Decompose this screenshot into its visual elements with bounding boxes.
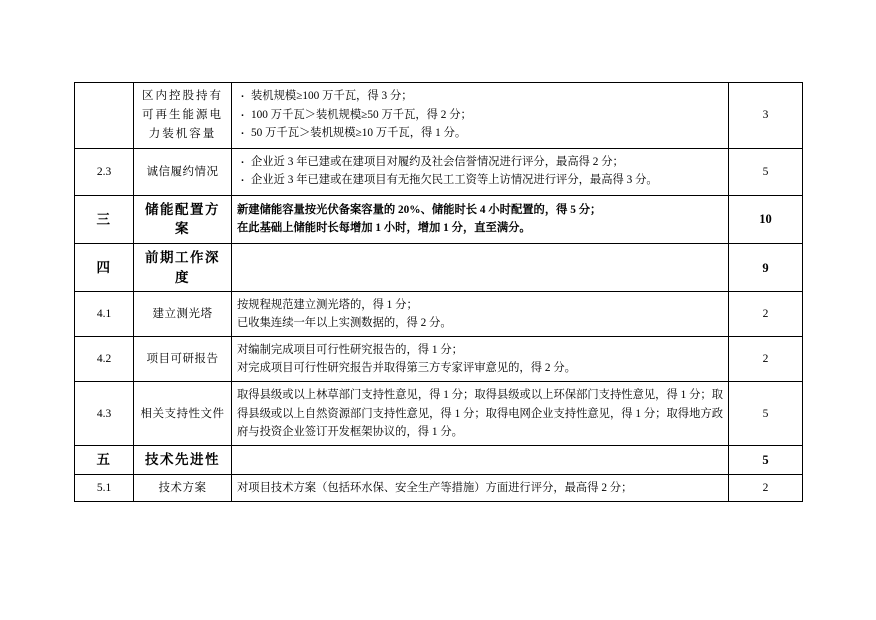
row-criteria <box>232 382 729 446</box>
row-score: 9 <box>729 244 803 292</box>
scoring-criteria-table <box>74 82 803 502</box>
row-score: 2 <box>729 292 803 337</box>
criteria-text-block <box>237 341 723 377</box>
criteria-bullet-item: · 装机规模≥100 万千瓦，得 3 分； <box>237 88 723 106</box>
table-row <box>75 292 803 337</box>
row-item-name: 建立测光塔 <box>134 292 232 337</box>
row-item-name: 前期工作深度 <box>134 244 232 292</box>
criteria-line: 已收集连续一年以上实测数据的，得 2 分。 <box>237 317 452 330</box>
criteria-text-block <box>237 201 723 237</box>
criteria-line: 按规程规范建立测光塔的，得 1 分； <box>237 299 418 312</box>
row-score: 5 <box>729 148 803 195</box>
row-item-name: 技术方案 <box>134 474 232 501</box>
row-number: 四 <box>75 244 134 292</box>
row-score: 2 <box>729 474 803 501</box>
criteria-bullet-list <box>237 88 723 143</box>
table-row <box>75 474 803 501</box>
criteria-text-block <box>237 296 723 332</box>
row-item-name: 相关支持性文件 <box>134 382 232 446</box>
row-item-name: 区内控股持有可再生能源电力装机容量 <box>134 83 232 149</box>
row-score: 2 <box>729 337 803 382</box>
row-item-name: 项目可研报告 <box>134 337 232 382</box>
criteria-line: 新建储能容量按光伏备案容量的 20%、储能时长 4 小时配置的，得 5 分； <box>237 204 602 217</box>
criteria-text-block <box>237 386 723 441</box>
row-criteria <box>232 83 729 149</box>
criteria-bullet-item: · 企业近 3 年已建或在建项目有无拖欠民工工资等上访情况进行评分，最高得 3 分。 <box>237 172 723 190</box>
criteria-bullet-list <box>237 154 723 190</box>
row-number: 5.1 <box>75 474 134 501</box>
row-item-name: 技术先进性 <box>134 446 232 475</box>
row-criteria <box>232 446 729 475</box>
table-row <box>75 244 803 292</box>
table-row <box>75 83 803 149</box>
row-number: 三 <box>75 195 134 243</box>
criteria-line: 对编制完成项目可行性研究报告的，得 1 分； <box>237 344 463 357</box>
row-score: 10 <box>729 195 803 243</box>
table-row <box>75 337 803 382</box>
table-row <box>75 195 803 243</box>
row-criteria <box>232 148 729 195</box>
table-body <box>75 83 803 502</box>
row-number: 4.2 <box>75 337 134 382</box>
criteria-text-block <box>237 479 723 497</box>
row-criteria <box>232 244 729 292</box>
criteria-line: 对项目技术方案（包括环水保、安全生产等措施）方面进行评分，最高得 2 分； <box>237 481 633 494</box>
row-score: 3 <box>729 83 803 149</box>
criteria-line: 对完成项目可行性研究报告并取得第三方专家评审意见的，得 2 分。 <box>237 362 576 375</box>
row-score: 5 <box>729 382 803 446</box>
row-item-name: 诚信履约情况 <box>134 148 232 195</box>
row-number: 五 <box>75 446 134 475</box>
row-criteria <box>232 195 729 243</box>
criteria-line: 在此基础上储能时长每增加 1 小时，增加 1 分，直至满分。 <box>237 222 531 235</box>
row-number <box>75 83 134 149</box>
row-item-name: 储能配置方案 <box>134 195 232 243</box>
row-number: 2.3 <box>75 148 134 195</box>
criteria-bullet-item: · 50 万千瓦＞装机规模≥10 万千瓦，得 1 分。 <box>237 125 723 143</box>
row-criteria <box>232 474 729 501</box>
table-row <box>75 148 803 195</box>
row-criteria <box>232 337 729 382</box>
row-number: 4.1 <box>75 292 134 337</box>
row-number: 4.3 <box>75 382 134 446</box>
criteria-bullet-item: · 100 万千瓦＞装机规模≥50 万千瓦，得 2 分； <box>237 107 723 125</box>
row-criteria <box>232 292 729 337</box>
table-row <box>75 382 803 446</box>
table-row <box>75 446 803 475</box>
criteria-bullet-item: · 企业近 3 年已建或在建项目对履约及社会信誉情况进行评分，最高得 2 分； <box>237 154 723 172</box>
criteria-line: 取得县级或以上林草部门支持性意见，得 1 分；取得县级或以上环保部门支持性意见，得 1 分；取得县级或以上自然资源部门支持性意见，得 1 分；取得电网企业支持性意见，得 1 分；取得地方政府与投资企业签订开发框架协议的，得 1 分。 <box>237 389 723 438</box>
row-score: 5 <box>729 446 803 475</box>
